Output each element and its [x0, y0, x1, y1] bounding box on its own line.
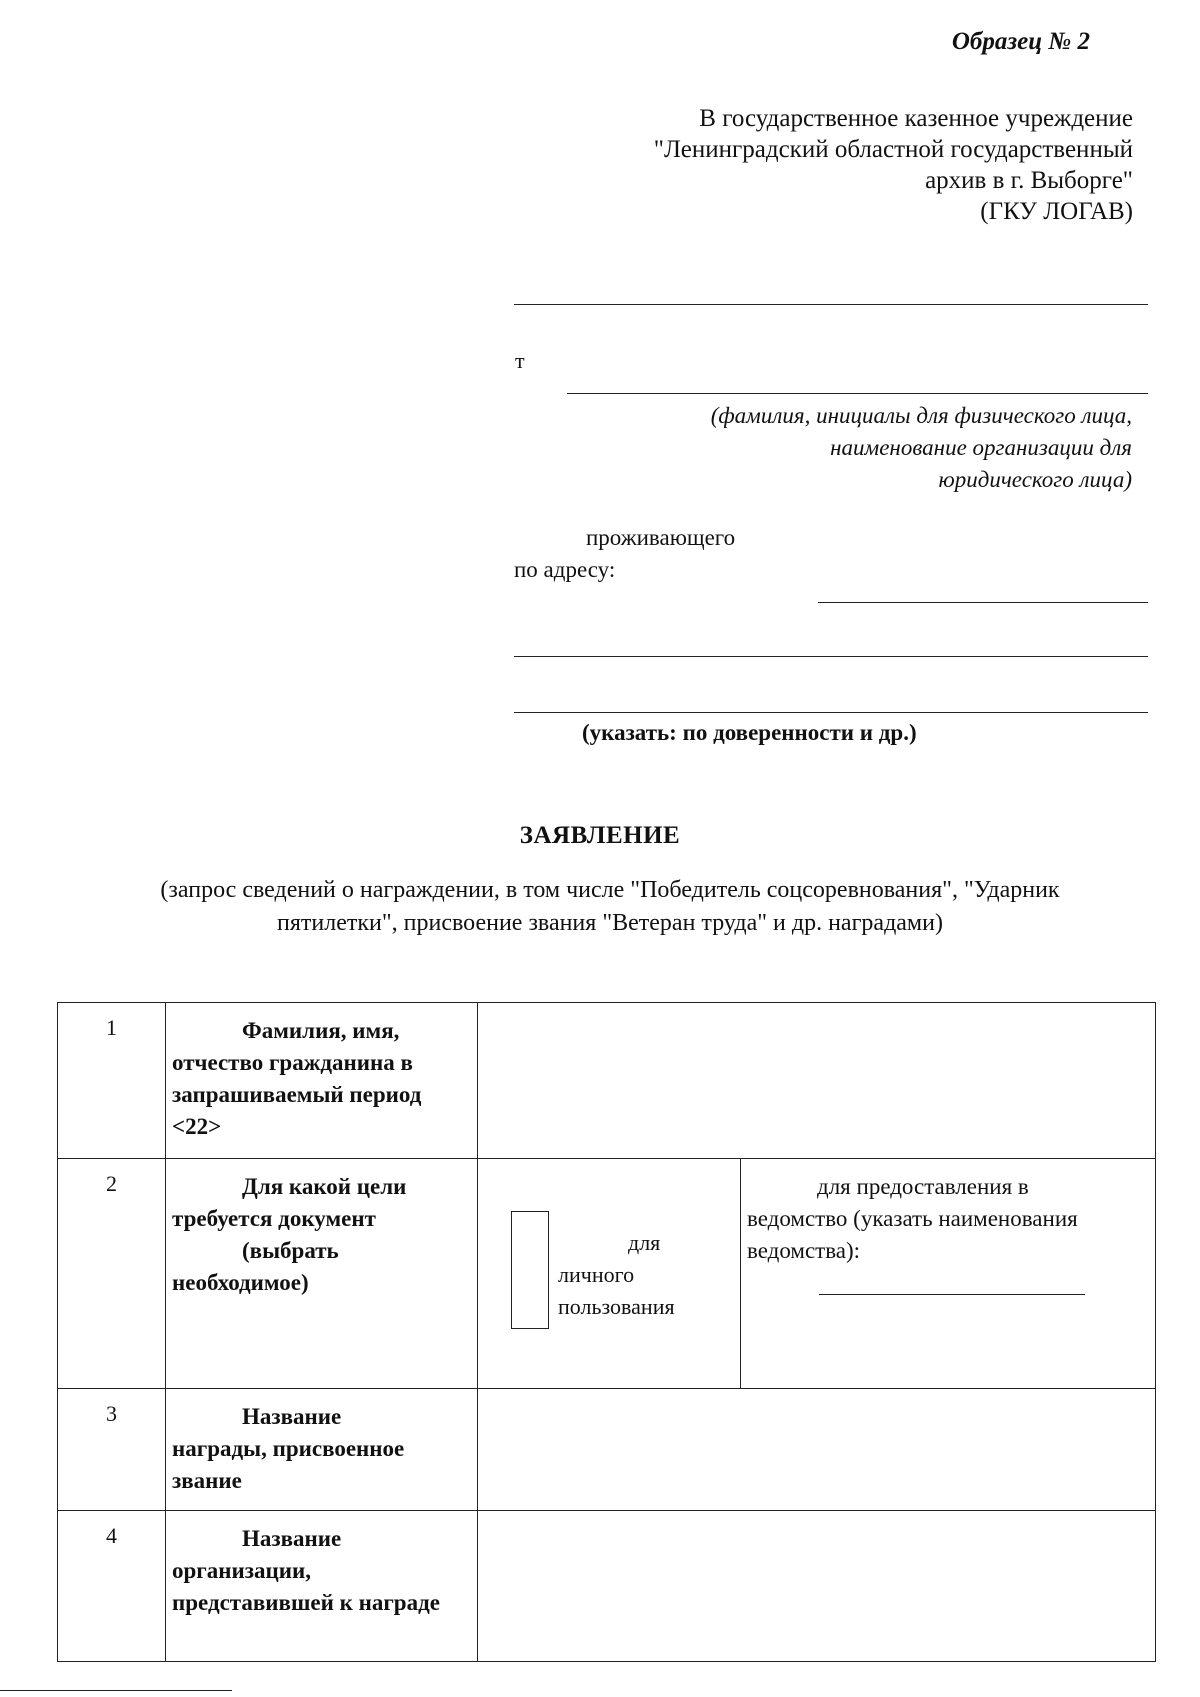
request-form-table: [57, 1002, 1156, 1662]
address-label-line1: проживающего: [586, 525, 736, 550]
row-number: 1: [58, 1003, 166, 1159]
table-row: [58, 1159, 1156, 1389]
personal-use-checkbox[interactable]: [511, 1211, 549, 1329]
recipient-block: [533, 103, 1133, 227]
applicant-blank-line-1[interactable]: [514, 304, 1148, 305]
row-number: 4: [58, 1511, 166, 1662]
address-line-2[interactable]: [514, 656, 1148, 657]
table-row: [58, 1511, 1156, 1662]
recipient-line: "Ленинградский областной государственный: [653, 136, 1133, 163]
document-title: ЗАЯВЛЕНИЕ: [519, 822, 681, 849]
name-hint: [572, 400, 1132, 496]
sample-number: Образец № 2: [951, 28, 1090, 55]
option-agency[interactable]: для предоставления в ведомство (указать наименования ведомства):: [741, 1159, 1156, 1389]
name-hint-line: юридического лица): [938, 467, 1132, 492]
recipient-line: архив в г. Выборге": [925, 167, 1133, 194]
table-row: [58, 1389, 1156, 1511]
citizen-name-value[interactable]: [478, 1003, 1156, 1159]
proxy-note: (указать: по доверенности и др.): [582, 720, 917, 745]
organization-name-value[interactable]: [478, 1511, 1156, 1662]
footnote-separator: [0, 1690, 232, 1691]
document-subtitle: (запрос сведений о награждении, в том числе "Победитель соцсоревнования", "Ударник пятилетки", присвоение звания "Ветеран труда" и др. наградами): [160, 877, 1060, 936]
row-label: Фамилия, имя, отчество гражданина в запрашиваемый период <22>: [166, 1003, 478, 1159]
recipient-line: В государственное казенное учреждение: [699, 105, 1133, 132]
row-number: 2: [58, 1159, 166, 1389]
recipient-line: (ГКУ ЛОГАВ): [980, 198, 1133, 225]
table-row: [58, 1003, 1156, 1159]
row-label: Для какой цели требуется документ (выбрать необходимое): [166, 1159, 478, 1389]
row-number: 3: [58, 1389, 166, 1511]
address-label: [514, 522, 735, 586]
name-hint-line: наименование организации для: [830, 435, 1132, 460]
address-line-1[interactable]: [818, 602, 1148, 603]
address-line-3[interactable]: [514, 712, 1148, 713]
award-name-value[interactable]: [478, 1389, 1156, 1511]
name-hint-line: (фамилия, инициалы для физического лица,: [710, 403, 1132, 428]
applicant-name-line[interactable]: [567, 393, 1148, 394]
row-label: Название организации, представившей к награде: [166, 1511, 478, 1662]
agency-name-line[interactable]: [819, 1294, 1085, 1295]
option-personal-use[interactable]: [478, 1159, 741, 1389]
row-label: Название награды, присвоенное звание: [166, 1389, 478, 1511]
from-prefix: т: [515, 348, 525, 373]
address-label-line2: по адресу:: [514, 557, 616, 582]
personal-use-label: для личного пользования: [558, 1230, 675, 1319]
